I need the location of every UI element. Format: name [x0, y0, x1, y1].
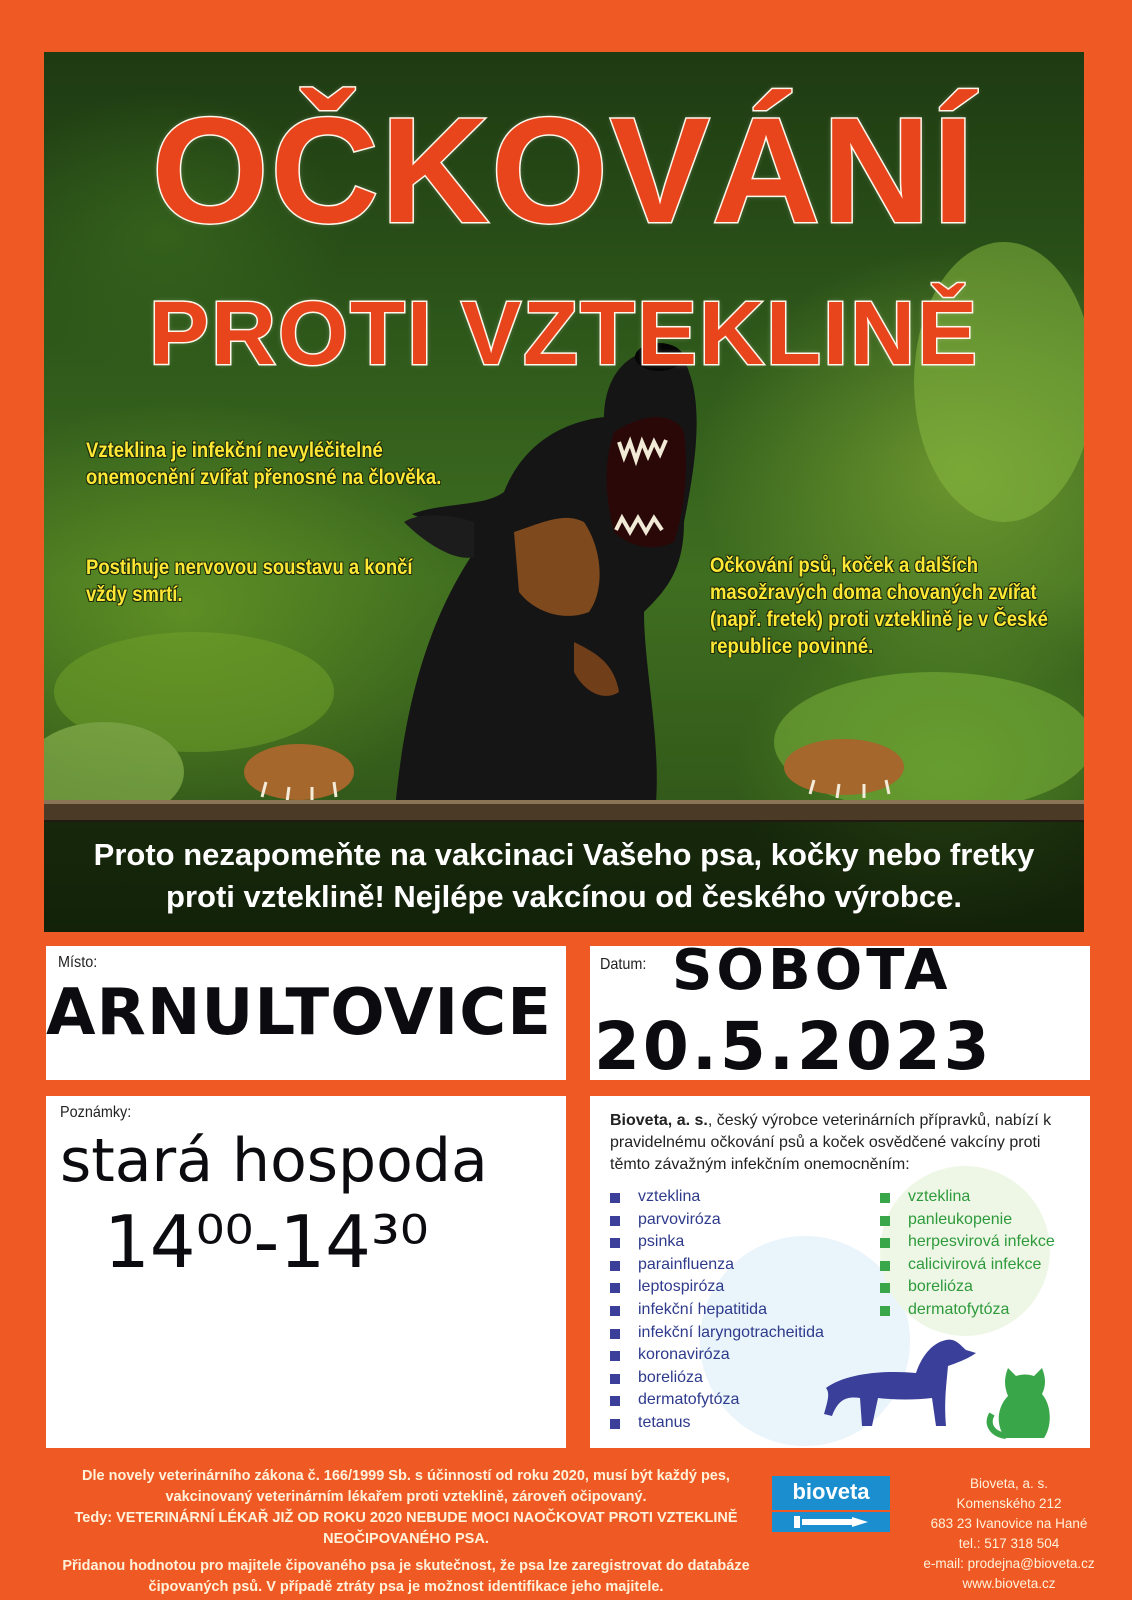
headline-vaccination: OČKOVÁNÍ: [151, 86, 977, 254]
law-text: Dle novely veterinárního zákona č. 166/1999 Sb. s účinností od roku 2020, musí být každý pes, vakcinovaný veterinárním lékařem proti vzteklině, zároveň očipovaný.: [82, 1468, 730, 1505]
date-weekday: SOBOTA: [672, 938, 952, 1003]
benefit-text: Přidanou hodnotou pro majitele čipovaného psa je skutečnost, že psa lze zaregistrovat do databáze čipovaných psů. V případě ztráty psa je možnost identifikace jeho majitele.: [62, 1558, 750, 1595]
notes-field: [46, 1096, 566, 1448]
legal-notice: [46, 1466, 766, 1598]
dog-disease-item: psinka: [610, 1231, 824, 1254]
callout-mandatory-vaccination: Očkování psů, koček a dalších masožravých doma chovaných zvířat (např. fretek) proti vzteklině je v České republice povinné.: [710, 554, 1048, 658]
place-field: [46, 946, 566, 1080]
callout-rabies-definition: Vzteklina je infekční nevyléčitelné onemocnění zvířat přenosné na člověka.: [86, 439, 442, 489]
hero-photo-panel: [44, 52, 1084, 932]
consequence-text: Tedy: VETERINÁRNÍ LÉKAŘ JIŽ OD ROKU 2020 NEBUDE MOCI NAOČKOVAT PROTI VZTEKLINĚ NEOČIPOVANÉHO PSA.: [74, 1510, 738, 1547]
dog-disease-item: dermatofytóza: [610, 1389, 824, 1412]
slogan-line-1: Proto nezapomeňte na vakcinaci Vašeho psa, kočky nebo fretky: [93, 837, 1035, 872]
dog-disease-list: [610, 1186, 824, 1435]
dog-disease-item: borelióza: [610, 1367, 824, 1390]
info-intro: [610, 1110, 1080, 1176]
dog-disease-item: infekční hepatitida: [610, 1299, 824, 1322]
dog-disease-item: parainfluenza: [610, 1254, 824, 1277]
bioveta-info-panel: [590, 1096, 1090, 1448]
dog-disease-item: parvoviróza: [610, 1209, 824, 1232]
cat-disease-list: [880, 1186, 1055, 1322]
bioveta-logo: [772, 1476, 908, 1536]
company-address: [904, 1474, 1114, 1594]
address-street: Komenského 212: [956, 1496, 1062, 1511]
dog-disease-item: vzteklina: [610, 1186, 824, 1209]
notes-time: 14⁰⁰-14³⁰: [104, 1200, 429, 1284]
date-value: 20.5.2023: [594, 1008, 993, 1085]
address-phone[interactable]: tel.: 517 318 504: [958, 1536, 1060, 1551]
cat-disease-item: vzteklina: [880, 1186, 1055, 1209]
cat-disease-item: herpesvirová infekce: [880, 1231, 1055, 1254]
intro-text: , český výrobce veterinárních přípravků, nabízí k pravidelnému očkování psů a koček osvědčené vakcíny proti těmto závažným infekčním onemocněním:: [610, 1112, 1052, 1173]
cat-disease-item: panleukopenie: [880, 1209, 1055, 1232]
cat-disease-item: dermatofytóza: [880, 1299, 1055, 1322]
address-email[interactable]: e-mail: prodejna@bioveta.cz: [923, 1556, 1095, 1571]
logo-syringe-bar: [772, 1512, 890, 1532]
dog-disease-item: tetanus: [610, 1412, 824, 1435]
address-city: 683 23 Ivanovice na Hané: [930, 1516, 1088, 1531]
callout-nervous-system: Postihuje nervovou soustavu a končí vždy smrtí.: [86, 556, 413, 606]
cat-disease-item: borelióza: [880, 1276, 1055, 1299]
place-value: ARNULTOVICE: [46, 976, 552, 1050]
syringe-icon: [772, 1512, 890, 1532]
dog-disease-item: leptospiróza: [610, 1276, 824, 1299]
place-label: Místo:: [58, 954, 98, 971]
notes-venue: stará hospoda: [60, 1126, 488, 1196]
dog-disease-item: infekční laryngotracheitida: [610, 1322, 824, 1345]
logo-wordmark: bioveta: [772, 1476, 890, 1510]
company-name: Bioveta, a. s.: [610, 1112, 708, 1129]
notes-label: Poznámky:: [60, 1104, 132, 1121]
address-company: Bioveta, a. s.: [969, 1476, 1049, 1491]
headline-against-rabies: PROTI VZTEKLINĚ: [148, 284, 980, 384]
slogan-banner: [44, 820, 1084, 932]
dog-disease-item: koronaviróza: [610, 1344, 824, 1367]
cat-disease-item: calicivirová infekce: [880, 1254, 1055, 1277]
address-website[interactable]: www.bioveta.cz: [962, 1576, 1056, 1591]
dog-and-cat-silhouette-icon: [816, 1328, 1066, 1443]
date-field: [590, 938, 1090, 1085]
slogan-line-2: proti vzteklině! Nejlépe vakcínou od českého výrobce.: [166, 879, 962, 914]
date-label: Datum:: [600, 956, 647, 973]
